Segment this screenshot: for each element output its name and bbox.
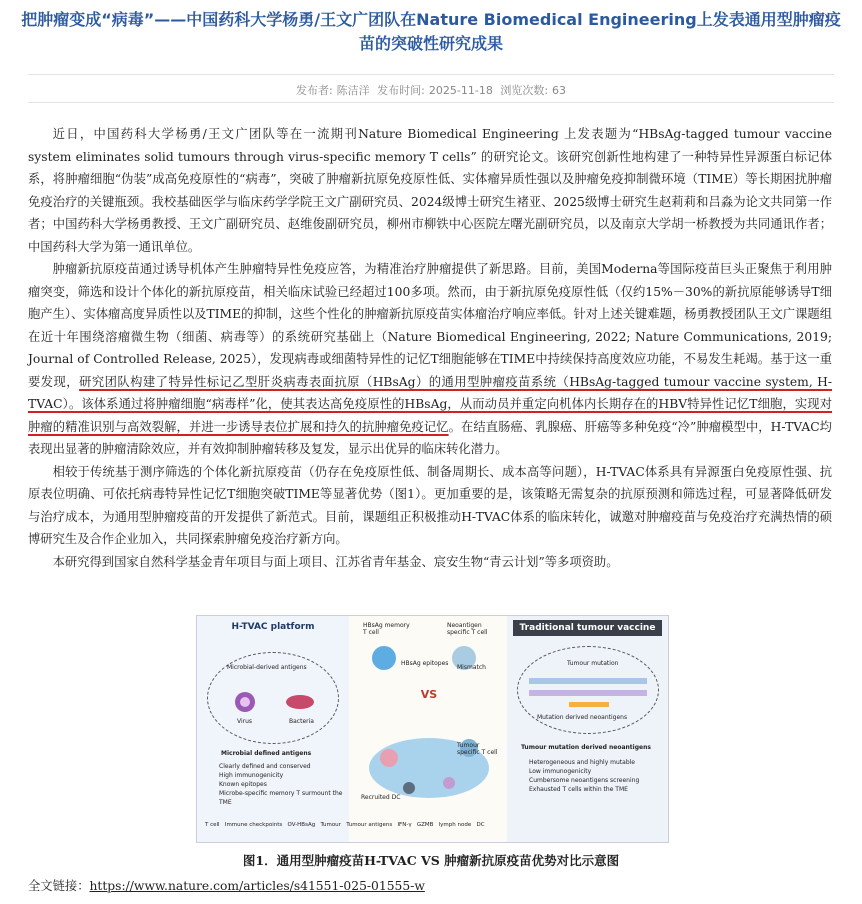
views-label: 浏览次数:: [500, 84, 549, 97]
divider: [28, 74, 834, 75]
mutation-bars: [529, 678, 647, 708]
figure-right-bullets: [529, 758, 664, 794]
view-count: 63: [552, 84, 567, 97]
bullet: Exhausted T cells within the TME: [529, 786, 628, 793]
paragraph-3: 相较于传统基于测序筛选的个体化新抗原疫苗（仍存在免疫原性低、制备周期长、成本高等问题），H-TVAC体系具有异源蛋白免疫原性强、抗原表位明确、可依托病毒特异性记忆T细胞突破TIME等显著优势（图1）。更加重要的是，该策略无需复杂的抗原预测和筛选过程，可显著降低研发与治疗成本，为通用型肿瘤疫苗的开发提供了新范式。目前，课题组正积极推动H-TVAC体系的临床转化，诚邀对肿瘤疫苗与免疫治疗充满热情的硕博研究生及合作企业加入，共同探索肿瘤免疫治疗新方向。: [28, 464, 832, 546]
legend-item: OV-HBsAg: [287, 822, 316, 828]
legend-item: Tumour antigens: [346, 822, 393, 828]
paragraph-4: 本研究得到国家自然科学基金青年项目与面上项目、江苏省青年基金、宸安生物“青云计划”等多项资助。: [52, 554, 619, 569]
hbsag-epitopes-label: HBsAg epitopes: [401, 660, 449, 667]
tumour-specific-t-label: Tumour specific T cell: [457, 742, 498, 756]
legend-item: Tumour: [320, 822, 341, 828]
legend-item: T cell: [205, 822, 220, 828]
legend-item: Immune checkpoints: [224, 822, 283, 828]
highlighted-text: 研究团队构建了特异性标记乙型肝炎病毒表面抗原（HBsAg）的通用型肿瘤疫苗系统（HBsAg-tagged tumour vaccine system, H-TVAC）。该体系通过将肿瘤细胞“病毒样”化，使其表达高免疫原性的HBsAg，从而动员并重定向机体内长期存在的HBV特异性记忆T细胞，实现对肿瘤的精准识别与高效裂解，并进一步诱导表位扩展和持久的抗肿瘤免疫记忆: [28, 374, 832, 434]
figure-legend: [205, 822, 665, 828]
svg-text:VS: VS: [420, 688, 438, 701]
legend-item: IFN-γ: [397, 822, 412, 828]
figure-caption: 图1．通用型肿瘤疫苗H-TVAC VS 肿瘤新抗原疫苗优势对比示意图: [242, 853, 620, 868]
publish-time: 2025-11-18: [428, 84, 493, 97]
time-label: 发布时间:: [377, 84, 425, 97]
bullet: Known epitopes: [219, 781, 267, 788]
publisher-label: 发布者:: [295, 84, 333, 97]
tumour-mutation-label: Tumour mutation: [567, 660, 619, 667]
figure-right-panel: [507, 616, 668, 842]
divider: [28, 102, 834, 103]
article-url-link[interactable]: https://www.nature.com/articles/s41551-025-01555-w: [89, 879, 425, 893]
publisher: 陈洁洋: [336, 84, 370, 97]
paragraph-2-tail: 。在结直肠癌、乳腺癌、肝癌等多种免疫“冷”肿瘤模型中，H-TVAC均表现出显著的肿瘤清除效应，并有效抑制肿瘤转移及复发，显示出优异的临床转化潜力。: [28, 419, 832, 456]
figure-1: [196, 615, 669, 843]
article-meta: [0, 82, 862, 98]
neoantigen-t-label: Neoantigen specific T cell: [447, 622, 488, 636]
neoantigens-label: Mutation derived neoantigens: [537, 714, 628, 721]
figure-left-panel: [197, 616, 349, 842]
figure-left-bullets: [219, 762, 344, 807]
figure-left-heading: Microbial defined antigens: [221, 750, 312, 757]
bullet: Microbe-specific memory T surmount the TME: [219, 790, 343, 806]
bullet: Cumbersome neoantigens screening: [529, 777, 640, 784]
link-label: 全文链接：: [28, 879, 90, 893]
legend-item: lymph node: [438, 822, 472, 828]
figure-middle-panel: [349, 616, 507, 842]
figure-left-sub: Microbial-derived antigens: [227, 664, 307, 671]
paragraph-2: [28, 258, 832, 461]
bullet: High immunogenicity: [219, 772, 284, 779]
legend-item: GZMB: [416, 822, 434, 828]
figure-right-title: Traditional tumour vaccine: [513, 620, 662, 636]
article-title: 把肿瘤变成“病毒”——中国药科大学杨勇/王文广团队在Nature Biomedical Engineering上发表通用型肿瘤疫苗的突破性研究成果: [21, 10, 841, 53]
bacteria-label: Bacteria: [289, 718, 314, 725]
article-body: [28, 123, 832, 573]
bullet: Clearly defined and conserved: [219, 763, 311, 770]
full-text-link: [28, 876, 425, 894]
paragraph-1: 近日，中国药科大学杨勇/王文广团队等在一流期刊Nature Biomedical Engineering 上发表题为“HBsAg-tagged tumour vaccine system eliminates solid tumours through virus-specific memory T cells” 的研究论文。该研究创新性地构建了一种特异性异源蛋白标记体系，将肿瘤细胞“伪装”成高免疫原性的“病毒”，突破了肿瘤新抗原免疫原性低、实体瘤异质性强以及肿瘤免疫抑制微环境（TIME）等长期困扰肿瘤免疫治疗的关键瓶颈。我校基础医学与临床药学学院王文广副研究员、2024级博士研究生褚亚、2025级博士研究生赵莉莉和吕淼为论文共同第一作者；中国药科大学杨勇教授、王文广副研究员、赵维俊副研究员，柳州市柳铁中心医院左曙光副研究员，以及南京大学胡一桥教授为共同通讯作者；中国药科大学为第一通讯单位。: [28, 127, 832, 254]
recruited-dc-label: Recruited DC: [361, 794, 401, 801]
bullet: Low immunogenicity: [529, 768, 592, 775]
virus-label: Virus: [237, 718, 253, 725]
figure-right-heading: Tumour mutation derived neoantigens: [521, 744, 651, 751]
memory-t-label: HBsAg memory T cell: [363, 622, 410, 636]
legend-item: DC: [476, 822, 485, 828]
mismatch-label: Mismatch: [457, 664, 486, 671]
bullet: Heterogeneous and highly mutable: [529, 759, 635, 766]
paragraph-2-text: 肿瘤新抗原疫苗通过诱导机体产生肿瘤特异性免疫应答，为精准治疗肿瘤提供了新思路。目前，美国Moderna等国际疫苗巨头正聚焦于利用肿瘤突变，筛选和设计个体化的新抗原疫苗，相关临床试验已经超过100多项。然而，由于新抗原免疫原性低（仅约15%－30%的新抗原能够诱导T细胞产生）、实体瘤高度异质性以及TIME的抑制，这些个性化的肿瘤新抗原疫苗实体瘤治疗响应率低。针对上述关键难题，杨勇教授团队王文广课题组在近十年围绕溶瘤微生物（细菌、病毒等）的系统研究基础上（Nature Biomedical Engineering, 2022; Nature Communications, 2019; Journal of Controlled Release, 2025），发现病毒或细菌特异性的记忆T细胞能够在TIME中持续保持高度效应功能，不易发生耗竭。基于这一重要发现，: [28, 262, 832, 389]
figure-left-title: H-TVAC platform: [231, 622, 315, 632]
